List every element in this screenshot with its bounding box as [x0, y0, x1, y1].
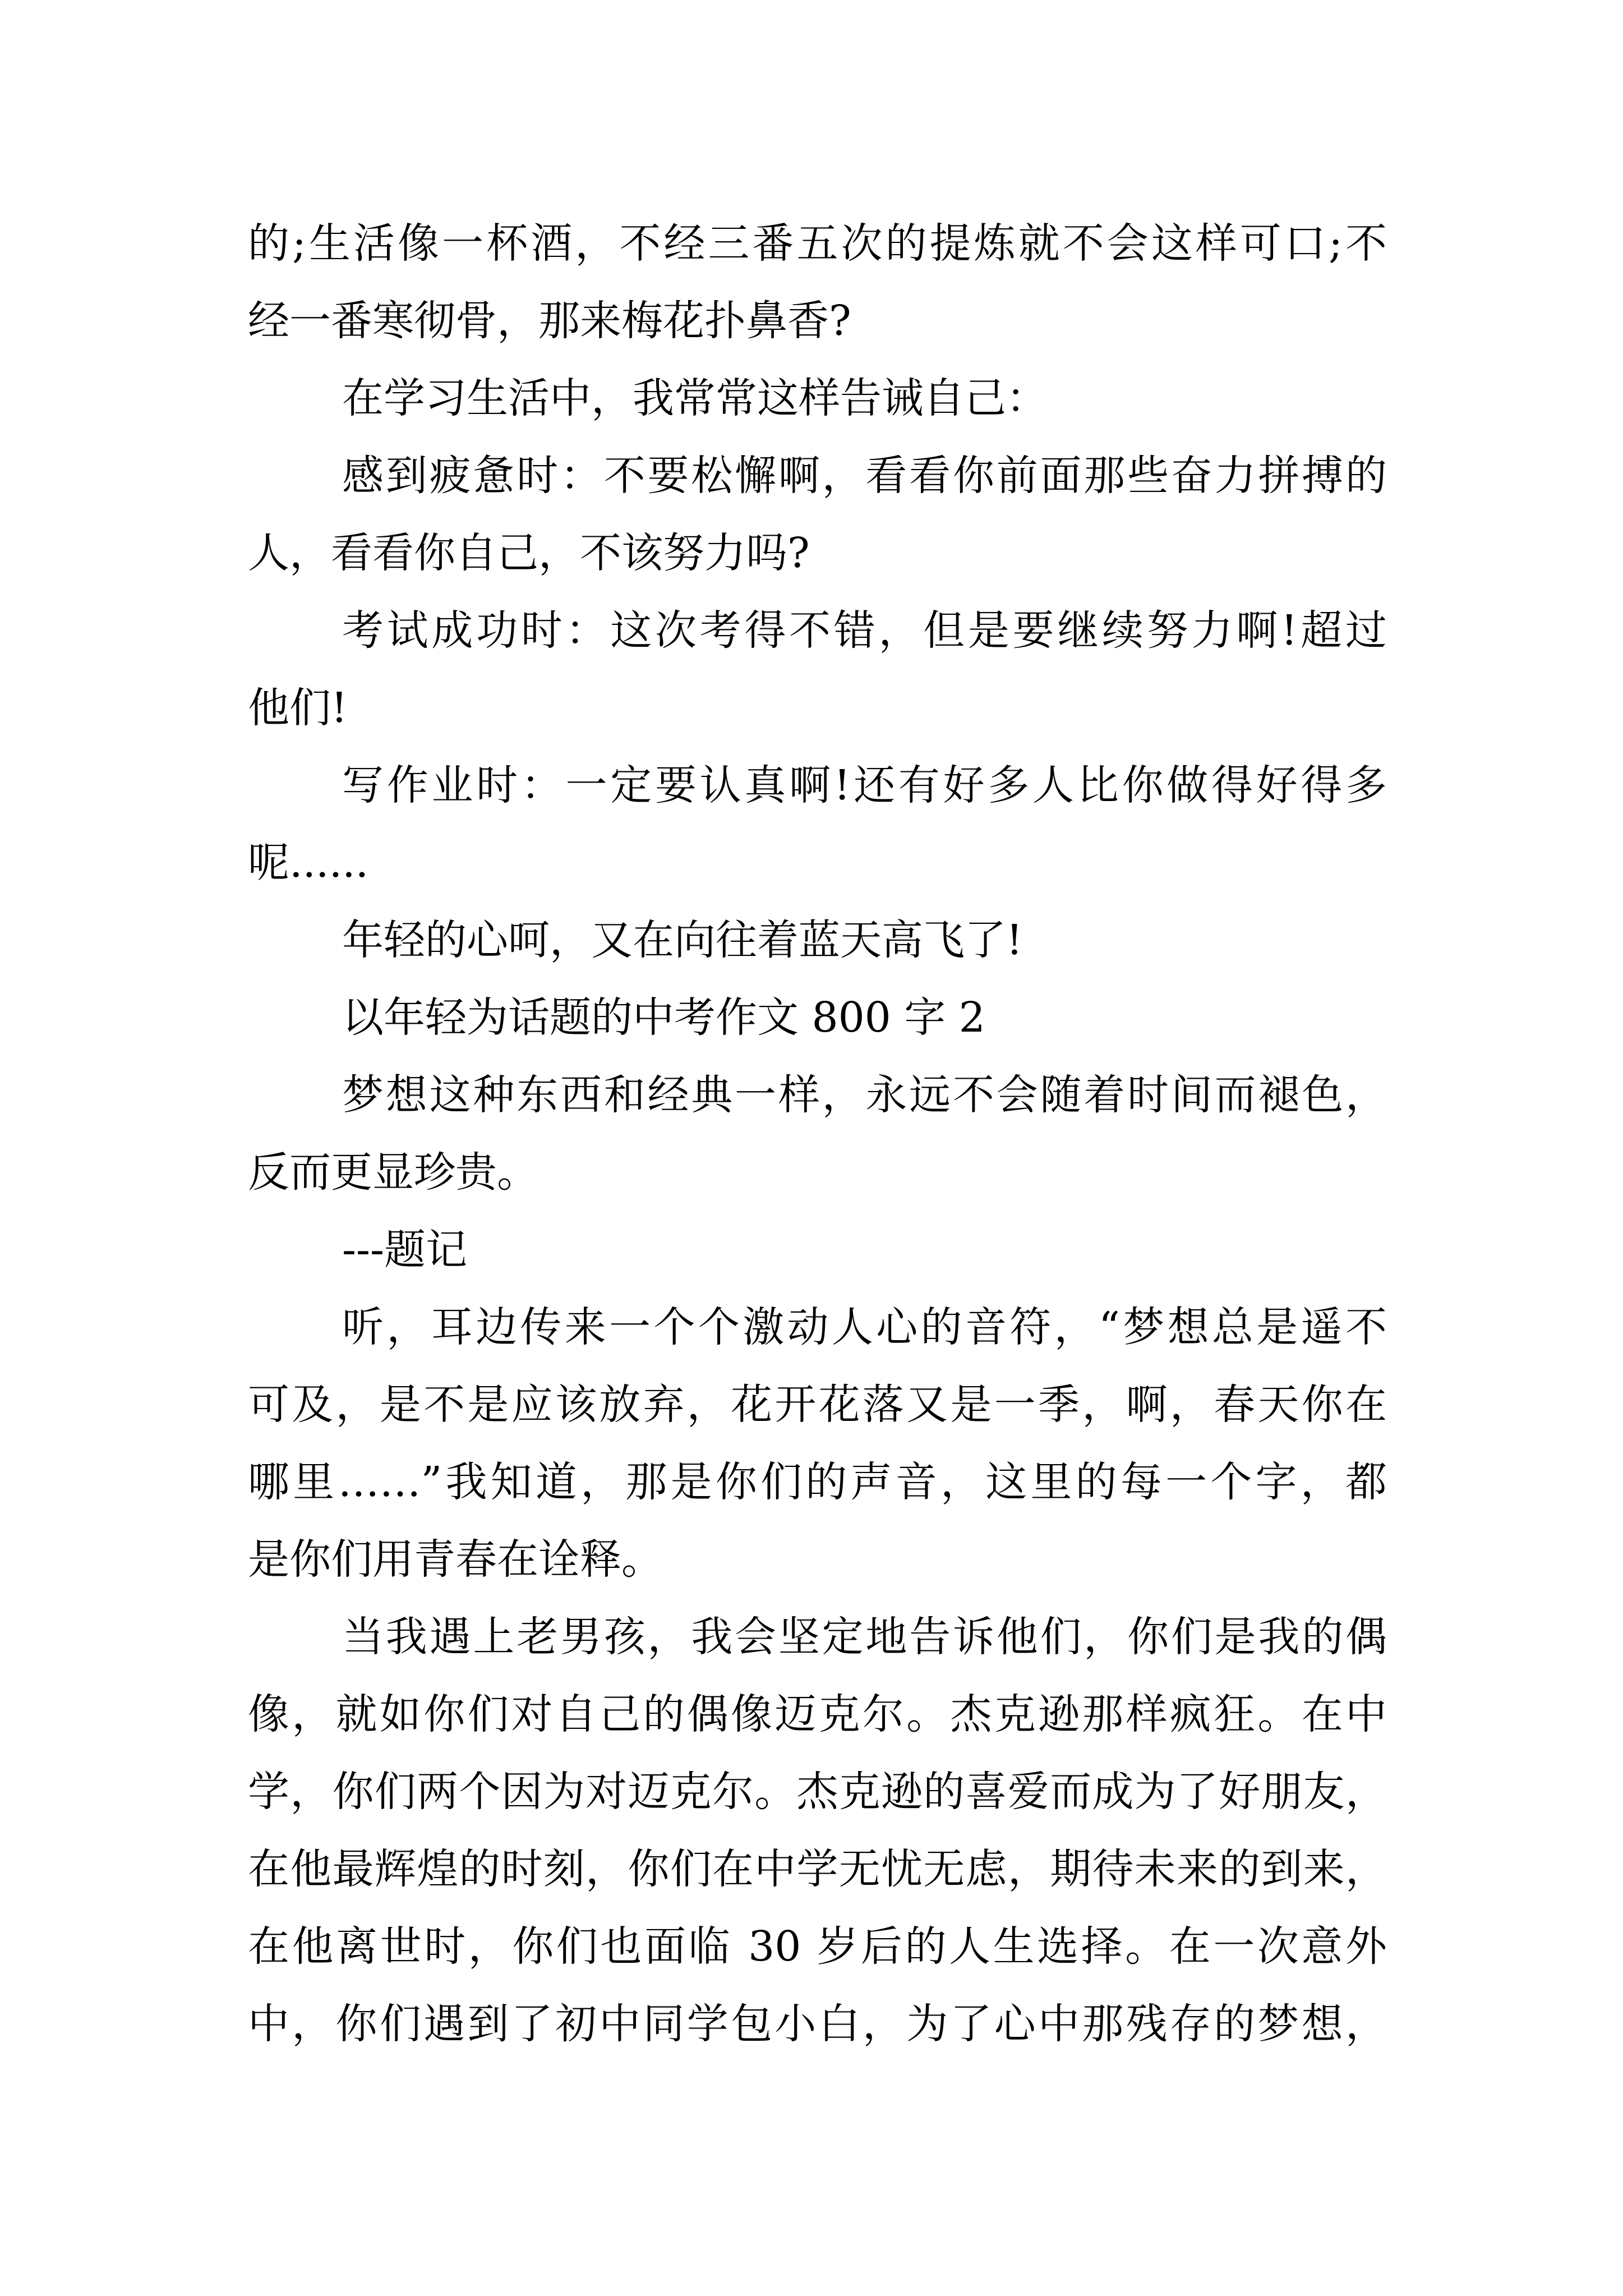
text-line: 经一番寒彻骨，那来梅花扑鼻香?	[248, 297, 851, 345]
text-line: 在他最辉煌的时刻，你们在中学无忧无虑，期待未来的到来，	[248, 1845, 1387, 1893]
essay-title	[248, 979, 1387, 1056]
text-line: 中，你们遇到了初中同学包小白，为了心中那残存的梦想，	[248, 2000, 1387, 2048]
paragraph	[248, 1598, 1387, 2063]
paragraph	[248, 592, 1387, 747]
paragraph	[248, 360, 1387, 437]
text-line: 感到疲惫时：不要松懈啊，看看你前面那些奋力拼搏的	[342, 452, 1387, 500]
paragraph	[248, 747, 1387, 901]
document-body	[248, 205, 1387, 2063]
text-line: 是你们用青春在诠释。	[248, 1535, 663, 1584]
text-line: 写作业时：一定要认真啊!还有好多人比你做得好得多	[342, 761, 1387, 809]
epigraph-attribution	[248, 1211, 1387, 1289]
text-line: 考试成功时：这次考得不错，但是要继续努力啊!超过	[342, 606, 1387, 655]
text-line: 的;生活像一杯酒，不经三番五次的提炼就不会这样可口;不	[248, 219, 1387, 268]
text-line: 反而更显珍贵。	[248, 1148, 538, 1197]
text-line: 以年轻为话题的中考作文 800 字 2	[342, 993, 985, 1042]
text-line: 当我遇上老男孩，我会坚定地告诉他们，你们是我的偶	[342, 1613, 1387, 1661]
text-line: ---题记	[342, 1226, 468, 1274]
paragraph	[248, 437, 1387, 592]
paragraph	[248, 1289, 1387, 1598]
paragraph	[248, 205, 1387, 360]
text-line: 呢......	[248, 839, 369, 887]
paragraph	[248, 901, 1387, 979]
text-line: 可及，是不是应该放弃，花开花落又是一季，啊，春天你在	[248, 1381, 1387, 1429]
text-line: 年轻的心呵，又在向往着蓝天高飞了!	[342, 916, 1023, 964]
text-line: 他们!	[248, 684, 348, 732]
paragraph	[248, 1056, 1387, 1211]
text-line: 在他离世时，你们也面临 30 岁后的人生选择。在一次意外	[248, 1922, 1387, 1971]
text-line: 哪里……”我知道，那是你们的声音，这里的每一个字，都	[248, 1458, 1387, 1506]
text-line: 在学习生活中，我常常这样告诫自己：	[342, 374, 1048, 422]
text-line: 梦想这种东西和经典一样，永远不会随着时间而褪色，	[342, 1071, 1387, 1119]
text-line: 学，你们两个因为对迈克尔。杰克逊的喜爱而成为了好朋友，	[248, 1768, 1387, 1816]
text-line: 听，耳边传来一个个激动人心的音符，“梦想总是遥不	[342, 1303, 1387, 1351]
text-line: 人，看看你自己，不该努力吗?	[248, 529, 810, 577]
text-line: 像，就如你们对自己的偶像迈克尔。杰克逊那样疯狂。在中	[248, 1690, 1387, 1738]
